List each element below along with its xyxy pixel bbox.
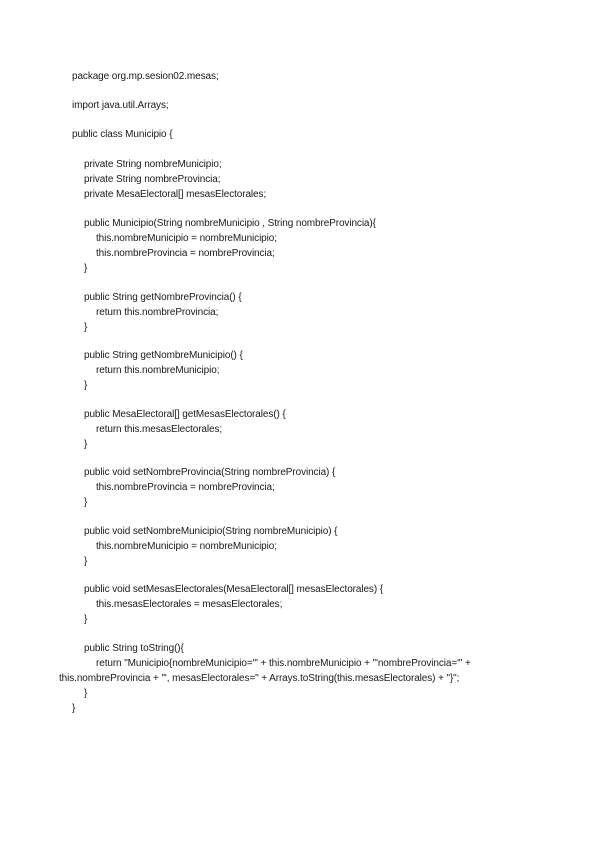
code-line: private String nombreMunicipio; [84, 159, 222, 170]
code-line-wrapped: this.nombreProvincia + "', mesasElectorales=" + Arrays.toString(this.mesasElectorales) + "}"; [59, 673, 460, 684]
code-line: } [84, 322, 88, 333]
code-line: this.mesasElectorales = mesasElectorales; [96, 599, 283, 610]
code-line-package: package org.mp.sesion02.mesas; [72, 71, 219, 82]
code-line: public void setNombreProvincia(String nombreProvincia) { [84, 467, 336, 478]
code-line: } [84, 497, 88, 508]
code-line: this.nombreMunicipio = nombreMunicipio; [96, 233, 277, 244]
code-line: this.nombreProvincia = nombreProvincia; [96, 248, 275, 259]
code-line: public String getNombreProvincia() { [84, 292, 242, 303]
code-line: public String toString(){ [84, 643, 184, 654]
code-line: } [84, 688, 88, 699]
code-line: } [84, 439, 88, 450]
code-line-class-close: } [72, 703, 76, 714]
code-line: return this.nombreProvincia; [96, 307, 219, 318]
code-line: public void setMesasElectorales(MesaElectoral[] mesasElectorales) { [84, 584, 383, 595]
code-line: } [84, 380, 88, 391]
code-line: public Municipio(String nombreMunicipio , String nombreProvincia){ [84, 218, 376, 229]
code-line: public String getNombreMunicipio() { [84, 350, 243, 361]
code-line: return this.nombreMunicipio; [96, 365, 220, 376]
code-line: public MesaElectoral[] getMesasElectorales() { [84, 409, 286, 420]
code-line: public void setNombreMunicipio(String nombreMunicipio) { [84, 526, 338, 537]
code-line: } [84, 263, 88, 274]
code-line: private String nombreProvincia; [84, 174, 221, 185]
code-line-import: import java.util.Arrays; [72, 100, 169, 111]
code-line: private MesaElectoral[] mesasElectorales; [84, 189, 267, 200]
code-line: this.nombreProvincia = nombreProvincia; [96, 482, 275, 493]
code-line: return "Municipio{nombreMunicipio='" + this.nombreMunicipio + "'nombreProvincia='" + [96, 658, 471, 669]
code-line: } [84, 556, 88, 567]
code-line: return this.mesasElectorales; [96, 424, 223, 435]
code-line: this.nombreMunicipio = nombreMunicipio; [96, 541, 277, 552]
code-line: } [84, 614, 88, 625]
code-line-class-decl: public class Municipio { [72, 129, 173, 140]
